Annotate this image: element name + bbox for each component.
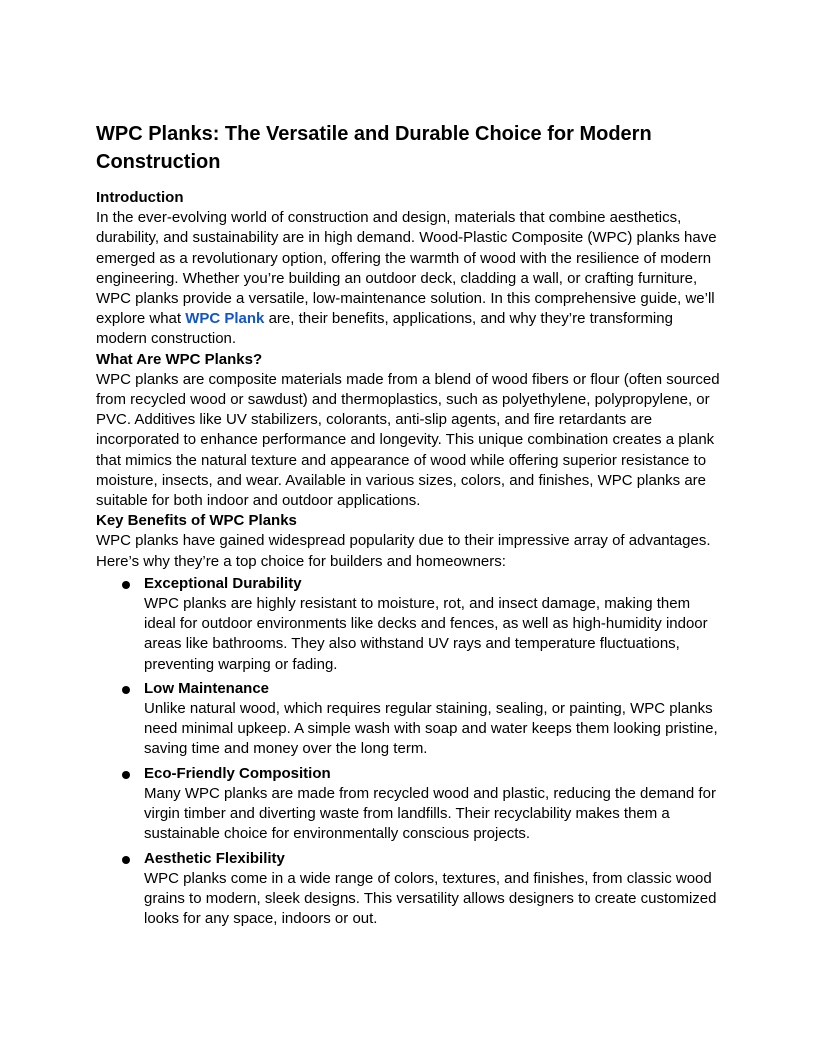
list-item [96,679,724,760]
benefit-text-aesthetic: WPC planks come in a wide range of colors, textures, and finishes, from classic wood grains to modern, sleek designs. This versatility allows designers to create customized looks for any space, indoors or out. [144,869,717,928]
what-are-heading: What Are WPC Planks? [96,350,263,368]
benefits-heading: Key Benefits of WPC Planks [96,512,297,530]
benefit-title-aesthetic: Aesthetic Flexibility [144,849,285,867]
intro-paragraph [96,208,724,349]
intro-text-after-link: are, their benefits, applications, and why they’re transforming modern construction. [96,310,673,348]
document-title: WPC Planks: The Versatile and Durable Choice for Modern Construction [96,123,652,173]
benefit-text-eco: Many WPC planks are made from recycled wood and plastic, reducing the demand for virgin timber and diverting waste from landfills. Their recyclability makes them a sustainable choice for environmentally conscious projects. [144,784,716,843]
what-are-paragraph: WPC planks are composite materials made from a blend of wood fibers or flour (often sourced from recycled wood or sawdust) and thermoplastics, such as polyethylene, polypropylene, or PVC. Additives like UV stabilizers, colorants, anti-slip agents, and fire retardants are incorporated to enhance performance and longevity. This unique combination creates a plank that mimics the natural texture and appearance of wood while offering superior resistance to moisture, insects, and wear. Available in various sizes, colors, and finishes, WPC planks are suitable for both indoor and outdoor applications. [96,370,720,510]
benefits-list [96,574,724,929]
benefit-title-durability: Exceptional Durability [144,574,302,592]
list-item [96,764,724,845]
document-body [96,188,724,929]
list-item [96,849,724,930]
benefits-intro-paragraph: WPC planks have gained widespread popularity due to their impressive array of advantages. Here’s why they’re a top choice for builders and homeowners: [96,532,711,570]
benefit-title-maintenance: Low Maintenance [144,679,270,697]
bullet-icon [122,581,130,589]
intro-text-before-link: In the ever-evolving world of construction and design, materials that combine aesthetics, durability, and sustainability are in high demand. Wood-Plastic Composite (WPC) planks have emerged as a revolutionary option, offering the warmth of wood with the resilience of modern engineering. Whether you’re building an outdoor deck, cladding a wall, or crafting furniture, WPC planks provide a versatile, low-maintenance solution. In this comprehensive guide, we’ll explore what [96,209,717,328]
benefit-title-eco: Eco-Friendly Composition [144,764,331,782]
bullet-icon [122,856,130,864]
benefit-text-maintenance: Unlike natural wood, which requires regular staining, sealing, or painting, WPC planks need minimal upkeep. A simple wash with soap and water keeps them looking pristine, saving time and money over the long term. [144,700,718,758]
benefit-text-durability: WPC planks are highly resistant to moisture, rot, and insect damage, making them ideal for outdoor environments like decks and fences, as well as high-humidity indoor areas like bathrooms. They also withstand UV rays and temperature fluctuations, preventing warping or fading. [144,595,708,673]
bullet-icon [122,771,130,779]
bullet-icon [122,686,130,694]
list-item [96,574,724,675]
intro-heading: Introduction [96,189,184,206]
wpc-plank-link[interactable]: WPC Plank [185,310,265,328]
